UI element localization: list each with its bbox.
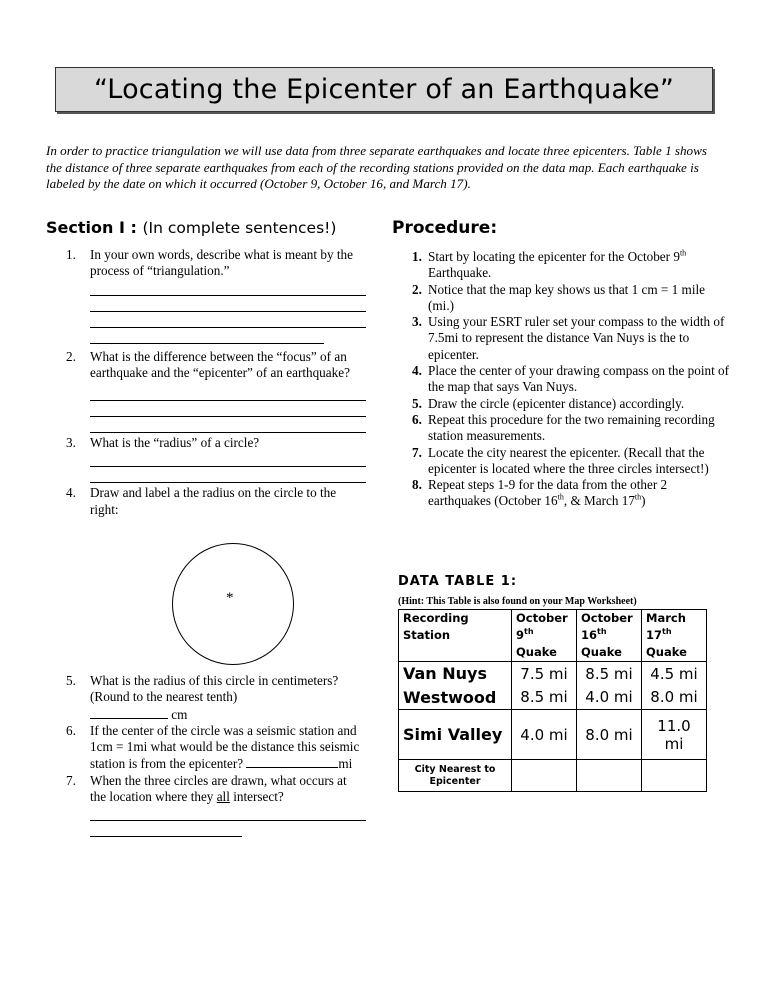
question-6: 6. If the center of the circle was a seismic station and 1cm = 1mi what would be the distance this seismic station is from the epicenter? mi (66, 722, 360, 772)
distance-answer-blank[interactable] (246, 755, 338, 768)
table-header-row (399, 610, 707, 662)
distance-value: 4.0 mi (577, 686, 642, 710)
procedure-step: 4. Place the center of your drawing compass on the point of the map that says Van Nuys. (412, 363, 730, 395)
answer-line[interactable] (90, 296, 366, 312)
section-1-heading: Section I : (In complete sentences!) (46, 218, 337, 237)
question-7: 7. When the three circles are drawn, what occurs at the location where they all intersect? (46, 773, 366, 838)
section-1 (46, 218, 366, 805)
answer-line[interactable] (90, 451, 366, 467)
data-table-hint: (Hint: This Table is also found on your Map Worksheet) (398, 596, 637, 607)
answer-line[interactable] (90, 467, 366, 483)
distance-value: 8.0 mi (577, 710, 642, 760)
distance-value: 7.5 mi (512, 662, 577, 686)
procedure-step: 8. Repeat steps 1-9 for the data from the other 2 earthquakes (October 16th, & March 17th) (412, 477, 668, 509)
answer-line[interactable] (90, 805, 366, 821)
distance-value: 8.0 mi (642, 686, 707, 710)
circle-center-mark: * (226, 590, 234, 606)
table-row (399, 662, 707, 686)
procedure-step: 2. Notice that the map key shows us that 1 cm = 1 mile (mi.) (412, 281, 705, 313)
procedure-step: 5. Draw the circle (epicenter distance) accordingly. (412, 395, 685, 411)
procedure-heading: Procedure: (392, 218, 498, 238)
answer-line[interactable] (90, 401, 366, 417)
question-1: 1. In your own words, describe what is meant by the process of “triangulation.” (46, 247, 366, 344)
question-4: 4. Draw and label a the radius on the circle to the right: (66, 485, 337, 517)
answer-line[interactable] (90, 417, 366, 433)
answer-line[interactable] (90, 385, 366, 401)
station-name: Van Nuys (399, 662, 512, 686)
header-quake: October 16th Quake (577, 610, 642, 662)
intro-paragraph: In order to practice triangulation we will use data from three separate earthquakes and locate three epicenters. Table 1 shows the distance of three separate earthquakes from each of the recording stations provided on the data map. Each earthquake is labeled by the date on which it occurred (October 9, October 16, and March 17). (46, 143, 707, 191)
distance-value: 4.0 mi (512, 710, 577, 760)
procedure-step: 3. Using your ESRT ruler set your compass to the width of 7.5mi to represent the distance Van Nuys is the to epicenter. (412, 314, 725, 362)
header-quake: October 9th Quake (512, 610, 577, 662)
answer-line[interactable] (90, 312, 366, 328)
procedure-step: 7. Locate the city nearest the epicenter. (Recall that the epicenter is located where the three circles intersect!) (412, 444, 709, 476)
procedure-section (392, 218, 732, 510)
header-station: Recording Station (399, 610, 512, 662)
procedure-step: 1. Start by locating the epicenter for the October 9th Earthquake. (412, 248, 687, 281)
data-table-heading: DATA TABLE 1: (398, 574, 518, 589)
city-answer-cell[interactable] (577, 760, 642, 792)
question-5: 5. What is the radius of this circle in centimeters? (Round to the nearest tenth) cm (66, 673, 339, 722)
header-quake: March 17th Quake (642, 610, 707, 662)
distance-value: 8.5 mi (512, 686, 577, 710)
city-answer-cell[interactable] (642, 760, 707, 792)
distance-value: 4.5 mi (642, 662, 707, 686)
table-row (399, 686, 707, 710)
answer-line[interactable] (90, 821, 242, 837)
station-name: Simi Valley (399, 710, 512, 760)
title-box (55, 67, 713, 112)
city-answer-cell[interactable] (512, 760, 577, 792)
page-title: “Locating the Epicenter of an Earthquake” (93, 74, 675, 105)
table-row (399, 710, 707, 760)
city-row (399, 760, 707, 792)
radius-answer-blank[interactable] (90, 706, 168, 719)
question-2: 2. What is the difference between the “focus” of an earthquake and the “epicenter” of an earthquake? (46, 349, 366, 434)
answer-line[interactable] (90, 328, 324, 344)
answer-line[interactable] (90, 280, 366, 296)
procedure-step: 6. Repeat this procedure for the two remaining recording station measurements. (412, 411, 715, 444)
city-nearest-label: City Nearest to Epicenter (399, 760, 512, 792)
data-table (398, 609, 707, 792)
question-3: 3. What is the “radius” of a circle? (46, 435, 366, 483)
distance-value: 8.5 mi (577, 662, 642, 686)
distance-value: 11.0 mi (642, 710, 707, 760)
station-name: Westwood (399, 686, 512, 710)
